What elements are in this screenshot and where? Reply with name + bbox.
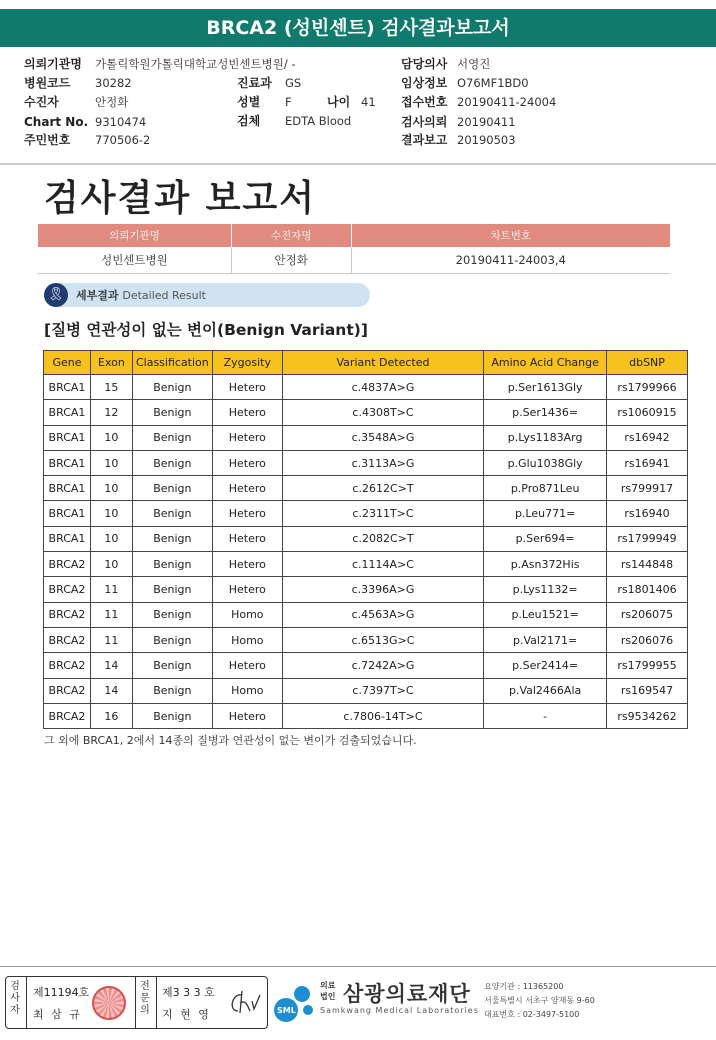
table-row xyxy=(44,653,688,678)
table-row xyxy=(44,678,688,703)
table-cell: rs9534262 xyxy=(607,703,688,728)
table-cell: Homo xyxy=(212,678,282,703)
table-cell: c.2082C>T xyxy=(282,526,483,551)
table-cell: c.2311T>C xyxy=(282,501,483,526)
table-cell: p.Ser1436= xyxy=(484,400,607,425)
info-divider xyxy=(0,163,716,165)
table-cell: Hetero xyxy=(212,476,282,501)
table-cell: Hetero xyxy=(212,577,282,602)
table-cell: p.Asn372His xyxy=(484,552,607,577)
org-name: 삼광의료재단 xyxy=(343,982,471,1006)
table-cell: 11 xyxy=(90,627,132,652)
chart-no-label: Chart No. xyxy=(24,115,89,129)
specialist-label: 전문의 xyxy=(140,981,150,1016)
age-value: 41 xyxy=(361,95,376,109)
table-cell: 10 xyxy=(90,501,132,526)
table-cell: 10 xyxy=(90,526,132,551)
table-cell: BRCA1 xyxy=(44,425,91,450)
variant-table-header: Amino Acid Change xyxy=(484,351,607,375)
table-cell: 12 xyxy=(90,400,132,425)
inspector-name: 최 삼 규 xyxy=(33,1008,82,1021)
variant-table-header: Zygosity xyxy=(212,351,282,375)
table-cell: BRCA2 xyxy=(44,703,91,728)
table-cell: Benign xyxy=(132,703,212,728)
variant-table-header: dbSNP xyxy=(607,351,688,375)
table-cell: c.4308T>C xyxy=(282,400,483,425)
table-cell: BRCA2 xyxy=(44,552,91,577)
table-cell: rs1799966 xyxy=(607,375,688,400)
table-row xyxy=(44,501,688,526)
table-row xyxy=(44,602,688,627)
variant-table-header: Gene xyxy=(44,351,91,375)
patient-value: 안정화 xyxy=(95,95,129,109)
table-cell: Benign xyxy=(132,450,212,475)
table-cell: 16 xyxy=(90,703,132,728)
signature-divider xyxy=(156,977,157,1028)
table-cell: p.Val2171= xyxy=(484,627,607,652)
table-cell: 10 xyxy=(90,552,132,577)
inspector-label: 검사자 xyxy=(10,981,20,1016)
table-cell: 11 xyxy=(90,602,132,627)
table-cell: Homo xyxy=(212,627,282,652)
table-cell: 14 xyxy=(90,678,132,703)
table-cell: BRCA1 xyxy=(44,526,91,551)
table-cell: Hetero xyxy=(212,450,282,475)
hospital-table-header: 의뢰기관명 xyxy=(38,224,231,247)
variant-table xyxy=(43,350,688,729)
department-label: 진료과 xyxy=(237,76,272,90)
section-title: [질병 연관성이 없는 변이(Benign Variant)] xyxy=(44,321,368,339)
table-cell: c.7397T>C xyxy=(282,678,483,703)
doctor-value: 서영진 xyxy=(457,57,491,71)
request-date-value: 20190411 xyxy=(457,115,516,129)
specimen-value: EDTA Blood xyxy=(285,114,352,128)
signature-icon xyxy=(224,987,262,1019)
hospital-table-header: 수진자명 xyxy=(231,224,351,247)
table-cell: Homo xyxy=(212,602,282,627)
table-cell: Benign xyxy=(132,526,212,551)
patient-label: 수진자 xyxy=(24,95,59,109)
table-cell: c.7806-14T>C xyxy=(282,703,483,728)
table-cell: BRCA1 xyxy=(44,501,91,526)
table-cell: c.4563A>G xyxy=(282,602,483,627)
table-row xyxy=(44,627,688,652)
table-cell: - xyxy=(484,703,607,728)
variant-table-header-row xyxy=(44,351,688,375)
table-cell: rs206075 xyxy=(607,602,688,627)
table-cell: BRCA2 xyxy=(44,678,91,703)
table-row xyxy=(44,552,688,577)
sex-value: F xyxy=(285,95,292,109)
table-cell: Benign xyxy=(132,627,212,652)
org-code: 요양기관 : 11365200 xyxy=(484,982,564,991)
chart-no-value: 9310474 xyxy=(95,115,147,129)
table-cell: Hetero xyxy=(212,501,282,526)
variant-table-header: Exon xyxy=(90,351,132,375)
table-cell: p.Val2466Ala xyxy=(484,678,607,703)
detail-label-ko: 세부결과 xyxy=(76,289,119,302)
table-cell: rs206076 xyxy=(607,627,688,652)
table-cell: BRCA1 xyxy=(44,450,91,475)
table-cell: rs799917 xyxy=(607,476,688,501)
table-cell: Benign xyxy=(132,476,212,501)
table-cell: Benign xyxy=(132,400,212,425)
age-label: 나이 xyxy=(327,95,351,109)
org-contact xyxy=(484,980,595,1022)
table-cell: Hetero xyxy=(212,703,282,728)
rrn-label: 주민번호 xyxy=(24,133,71,147)
accession-value: 20190411-24004 xyxy=(457,95,557,109)
table-cell: BRCA2 xyxy=(44,577,91,602)
table-cell: c.3548A>G xyxy=(282,425,483,450)
detail-result-label xyxy=(76,287,206,303)
table-cell: rs1060915 xyxy=(607,400,688,425)
table-cell: 10 xyxy=(90,425,132,450)
hospital-table-header: 차트번호 xyxy=(351,224,670,247)
table-row xyxy=(44,450,688,475)
org-name-en: Samkwang Medical Laboratories xyxy=(320,1006,479,1015)
variant-table-body xyxy=(44,375,688,729)
table-cell: rs169547 xyxy=(607,678,688,703)
report-date-value: 20190503 xyxy=(457,133,516,147)
org-phone: 대표번호 : 02-3497-5100 xyxy=(484,1010,580,1019)
accession-label: 접수번호 xyxy=(401,95,448,109)
table-cell: c.3396A>G xyxy=(282,577,483,602)
institution-label: 의뢰기관명 xyxy=(24,57,82,71)
table-cell: Hetero xyxy=(212,653,282,678)
signature-divider xyxy=(135,977,136,1028)
table-cell: c.2612C>T xyxy=(282,476,483,501)
table-cell: Hetero xyxy=(212,400,282,425)
sml-logo-icon xyxy=(272,980,316,1024)
table-cell: Hetero xyxy=(212,526,282,551)
table-cell: 11 xyxy=(90,577,132,602)
table-row xyxy=(44,425,688,450)
report-title: 검사결과 보고서 xyxy=(44,178,316,219)
table-cell: c.6513G>C xyxy=(282,627,483,652)
specimen-label: 검체 xyxy=(237,114,261,128)
table-cell: BRCA2 xyxy=(44,653,91,678)
table-cell: Hetero xyxy=(212,552,282,577)
table-cell: c.7242A>G xyxy=(282,653,483,678)
hospital-table xyxy=(38,224,670,274)
hospital-table-cell: 성빈센트병원 xyxy=(38,247,231,273)
table-cell: Benign xyxy=(132,375,212,400)
table-cell: c.4837A>G xyxy=(282,375,483,400)
inspector-no: 제11194호 xyxy=(33,986,90,999)
inspector-seal xyxy=(92,986,126,1020)
table-cell: Benign xyxy=(132,653,212,678)
table-cell: p.Leu1521= xyxy=(484,602,607,627)
table-cell: Benign xyxy=(132,678,212,703)
table-cell: BRCA1 xyxy=(44,400,91,425)
table-cell: 10 xyxy=(90,450,132,475)
table-row xyxy=(44,476,688,501)
org-address: 서울특별시 서초구 양재동 9-60 xyxy=(484,996,595,1005)
department-value: GS xyxy=(285,76,302,90)
signature-box xyxy=(5,976,268,1029)
hospital-table-cell: 20190411-24003,4 xyxy=(351,247,670,273)
table-cell: p.Ser694= xyxy=(484,526,607,551)
clinical-info-value: O76MF1BD0 xyxy=(457,76,529,90)
table-cell: Benign xyxy=(132,501,212,526)
footer-divider xyxy=(0,966,716,967)
table-row xyxy=(44,400,688,425)
report-header-bar xyxy=(0,9,716,47)
table-cell: c.1114A>C xyxy=(282,552,483,577)
table-cell: rs16942 xyxy=(607,425,688,450)
request-date-label: 검사의뢰 xyxy=(401,115,448,129)
hospital-code-label: 병원코드 xyxy=(24,76,71,90)
table-cell: Hetero xyxy=(212,425,282,450)
table-cell: p.Ser1613Gly xyxy=(484,375,607,400)
table-cell: BRCA1 xyxy=(44,476,91,501)
variant-table-header: Variant Detected xyxy=(282,351,483,375)
variant-table-header: Classification xyxy=(132,351,212,375)
table-cell: Hetero xyxy=(212,375,282,400)
org-corp-label: 의료 법인 xyxy=(320,981,336,1001)
specialist-no: 제3 3 3 호 xyxy=(162,986,215,999)
sml-logo-text: SML xyxy=(277,1006,296,1015)
table-cell: BRCA1 xyxy=(44,375,91,400)
table-cell: p.Glu1038Gly xyxy=(484,450,607,475)
table-row xyxy=(44,703,688,728)
table-cell: Benign xyxy=(132,602,212,627)
table-cell: p.Leu771= xyxy=(484,501,607,526)
report-header-title: BRCA2 (성빈센트) 검사결과보고서 xyxy=(206,17,510,39)
table-cell: 14 xyxy=(90,653,132,678)
table-row xyxy=(44,526,688,551)
table-cell: rs16941 xyxy=(607,450,688,475)
sex-label: 성별 xyxy=(237,95,261,109)
table-cell: BRCA2 xyxy=(44,602,91,627)
table-cell: BRCA2 xyxy=(44,627,91,652)
table-cell: 10 xyxy=(90,476,132,501)
table-cell: rs1799955 xyxy=(607,653,688,678)
table-row xyxy=(44,577,688,602)
table-cell: p.Lys1183Arg xyxy=(484,425,607,450)
institution-value: 가톨릭학원가톨릭대학교성빈센트병원/ - xyxy=(95,57,296,71)
rrn-value: 770506-2 xyxy=(95,133,151,147)
detail-label-en: Detailed Result xyxy=(122,289,206,302)
table-cell: Benign xyxy=(132,552,212,577)
table-cell: p.Pro871Leu xyxy=(484,476,607,501)
footnote: 그 외에 BRCA1, 2에서 14종의 질병과 연관성이 없는 변이가 검출되었습니다. xyxy=(44,734,417,747)
ribbon-icon: 🎗 xyxy=(44,283,68,307)
specialist-name: 지 현 영 xyxy=(162,1008,211,1021)
signature-divider xyxy=(26,977,27,1028)
report-date-label: 결과보고 xyxy=(401,133,448,147)
table-row xyxy=(44,375,688,400)
table-cell: rs1801406 xyxy=(607,577,688,602)
table-cell: rs144848 xyxy=(607,552,688,577)
hospital-table-cell: 안정화 xyxy=(231,247,351,273)
table-cell: p.Lys1132= xyxy=(484,577,607,602)
table-cell: rs16940 xyxy=(607,501,688,526)
table-cell: Benign xyxy=(132,425,212,450)
table-cell: rs1799949 xyxy=(607,526,688,551)
doctor-label: 담당의사 xyxy=(401,57,448,71)
table-cell: p.Ser2414= xyxy=(484,653,607,678)
hospital-code-value: 30282 xyxy=(95,76,132,90)
table-cell: 15 xyxy=(90,375,132,400)
table-cell: Benign xyxy=(132,577,212,602)
clinical-info-label: 임상정보 xyxy=(401,76,448,90)
table-cell: c.3113A>G xyxy=(282,450,483,475)
